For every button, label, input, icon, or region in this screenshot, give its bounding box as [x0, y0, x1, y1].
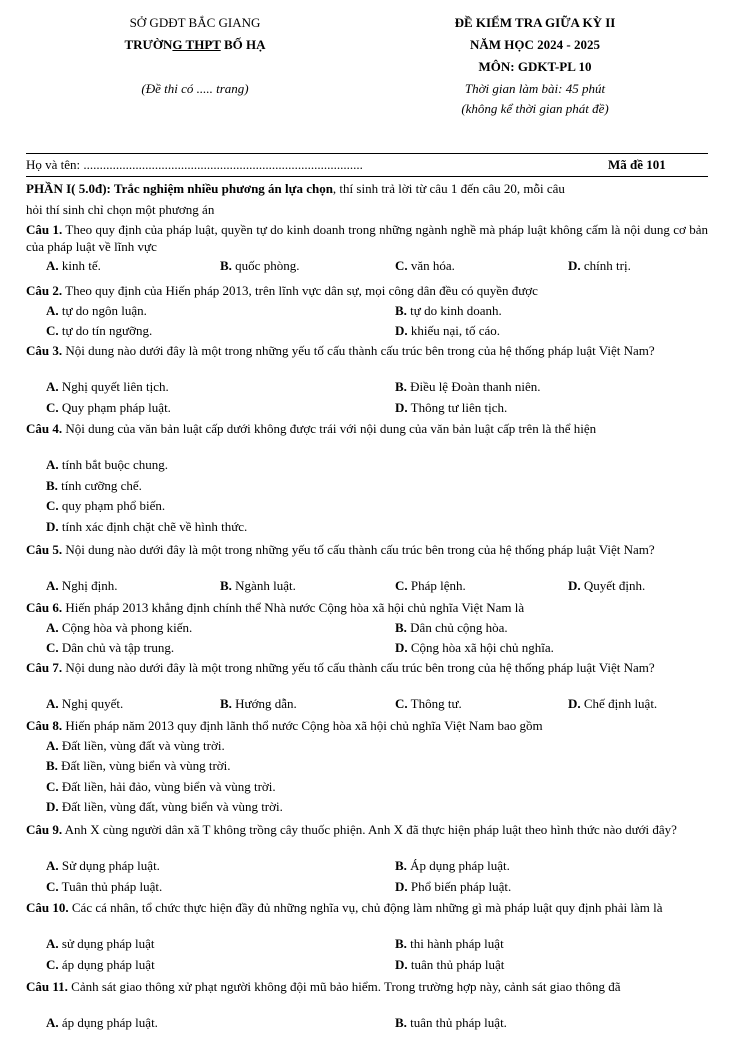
- answer-option: C. Tuân thủ pháp luật.: [46, 878, 163, 894]
- answer-option: C. Dân chủ và tập trung.: [46, 640, 175, 655]
- answer-option: A. Đất liền, vùng đất và vùng trời.: [46, 737, 225, 753]
- answer-option: C. Thông tư.: [395, 696, 462, 711]
- question-label: Câu 3.: [26, 343, 63, 358]
- answer-option: D. Đất liền, vùng đất, vùng biển và vùng trời.: [46, 799, 283, 814]
- question-text: Nội dung nào dưới đây là một trong những yếu tố cấu thành cấu trúc bên trong của hệ thống pháp luật Việt Nam?: [62, 343, 655, 358]
- answer-option: D. Cộng hòa xã hội chủ nghĩa.: [395, 640, 554, 655]
- answer-option: D. chính trị.: [568, 258, 631, 273]
- part1-instruction: hỏi thí sinh chỉ chọn một phương án: [26, 202, 215, 217]
- answer-option: D. Quyết định.: [568, 578, 646, 593]
- answer-option: B. Hướng dẫn.: [220, 696, 297, 711]
- question-label: Câu 6.: [26, 600, 63, 615]
- answer-option: D. Thông tư liên tịch.: [395, 399, 508, 415]
- answer-option: A. tính bắt buộc chung.: [46, 457, 169, 472]
- answer-option: A. sử dụng pháp luật: [46, 936, 155, 951]
- question-label: Câu 2.: [26, 283, 63, 298]
- question-text: Theo quy định của pháp luật, quyền tự do kinh doanh trong những ngành nghề mà pháp luật không cấm là nội dung cơ bản của pháp luật về lĩnh vực: [26, 222, 709, 254]
- question-text: Các cá nhân, tổ chức thực hiện đầy đủ những nghĩa vụ, chủ động làm những gì mà pháp luật quy định phải làm là: [68, 900, 663, 915]
- answer-option: B. quốc phòng.: [220, 258, 300, 273]
- answer-option: C. tự do tín ngưỡng.: [46, 323, 153, 338]
- answer-option: D. Phổ biến pháp luật.: [395, 878, 512, 894]
- school-year: NĂM HỌC 2024 - 2025: [470, 37, 600, 52]
- question-label: Câu 8.: [26, 718, 63, 733]
- question-text: Nội dung nào dưới đây là một trong những yếu tố cấu thành cấu trúc bên trong của hệ thống pháp luật Việt Nam?: [62, 660, 655, 675]
- top-rule: [26, 153, 708, 154]
- answer-option: D. tuân thủ pháp luật: [395, 956, 505, 972]
- duration-note: (không kể thời gian phát đề): [461, 101, 609, 116]
- answer-option: B. tính cưỡng chế.: [46, 477, 142, 493]
- question-7: [26, 660, 708, 677]
- answer-option: D. Chế định luật.: [568, 696, 658, 711]
- bottom-rule: [26, 176, 708, 177]
- answer-option: B. Áp dụng pháp luật.: [395, 858, 510, 873]
- answer-option: B. Dân chủ cộng hòa.: [395, 619, 508, 635]
- question-label: Câu 9.: [26, 822, 63, 837]
- part1-heading: PHẦN I( 5.0đ): Trắc nghiệm nhiều phương án lựa chọn, thí sinh trả lời từ câu 1 đến câu 20, mỗi câu: [26, 181, 565, 196]
- answer-option: A. Nghị định.: [46, 578, 118, 593]
- question-text: Hiến pháp 2013 khẳng định chính thể Nhà nước Cộng hòa xã hội chủ nghĩa Việt Nam là: [62, 600, 525, 615]
- question-text: Nội dung của văn bản luật cấp dưới không được trái với nội dung của văn bản luật cấp trên là thể hiện: [62, 421, 597, 436]
- question-label: Câu 11.: [26, 979, 68, 994]
- question-text: Anh X cùng người dân xã T không trồng cây thuốc phiện. Anh X đã thực hiện pháp luật theo hình thức nào dưới đây?: [62, 822, 677, 837]
- page-count-note: (Đề thi có ..... trang): [141, 81, 249, 96]
- question-label: Câu 5.: [26, 542, 63, 557]
- student-name-line: Họ và tên: ......................................................................................: [26, 157, 363, 172]
- answer-option: B. Ngành luật.: [220, 578, 296, 593]
- duration: Thời gian làm bài: 45 phút: [464, 81, 606, 96]
- question-label: Câu 1.: [26, 222, 63, 237]
- question-3: [26, 343, 708, 360]
- question-label: Câu 4.: [26, 421, 63, 436]
- answer-option: B. thi hành pháp luật: [395, 936, 504, 951]
- question-text: Hiến pháp năm 2013 quy định lãnh thổ nước Cộng hòa xã hội chủ nghĩa Việt Nam bao gồm: [62, 718, 543, 733]
- question-label: Câu 7.: [26, 660, 63, 675]
- question-2: [26, 283, 708, 300]
- question-text: Nội dung nào dưới đây là một trong những yếu tố cấu thành cấu trúc bên trong của hệ thống pháp luật Việt Nam?: [62, 542, 655, 557]
- exam-code: Mã đề 101: [608, 157, 666, 172]
- question-text: Theo quy định của Hiến pháp 2013, trên lĩnh vực dân sự, mọi công dân đều có quyền được: [62, 283, 538, 298]
- answer-option: C. quy phạm phổ biến.: [46, 498, 166, 513]
- answer-option: B. Đất liền, vùng biển và vùng trời.: [46, 758, 231, 773]
- answer-option: D. tính xác định chặt chẽ về hình thức.: [46, 518, 248, 534]
- exam-title: ĐỀ KIỂM TRA GIỮA KỲ II: [454, 15, 616, 30]
- answer-option: A. tự do ngôn luận.: [46, 302, 147, 318]
- answer-option: A. áp dụng pháp luật.: [46, 1015, 158, 1030]
- question-4: [26, 421, 708, 438]
- answer-option: C. Pháp lệnh.: [395, 578, 466, 593]
- question-11: [26, 979, 708, 996]
- school-name: TRƯỜNG THPT BỐ HẠ: [124, 37, 266, 52]
- answer-option: C. áp dụng pháp luật: [46, 956, 155, 972]
- question-6: [26, 600, 708, 617]
- question-label: Câu 10.: [26, 900, 69, 915]
- answer-option: C. Đất liền, hải đảo, vùng biển và vùng trời.: [46, 778, 276, 794]
- answer-option: B. tuân thủ pháp luật.: [395, 1015, 507, 1030]
- answer-option: A. Cộng hòa và phong kiến.: [46, 619, 193, 635]
- question-text: Cảnh sát giao thông xử phạt người không đội mũ bảo hiểm. Trong trường hợp này, cảnh sát giao thông đã: [67, 979, 621, 994]
- answer-option: B. tự do kinh doanh.: [395, 302, 502, 318]
- department-name: SỞ GDĐT BẮC GIANG: [129, 15, 261, 30]
- subject: MÔN: GDKT-PL 10: [478, 59, 592, 74]
- answer-option: A. Nghị quyết liên tịch.: [46, 379, 169, 394]
- answer-option: C. Quy phạm pháp luật.: [46, 399, 171, 415]
- answer-option: A. Nghị quyết.: [46, 696, 124, 711]
- answer-option: C. văn hóa.: [395, 258, 455, 273]
- question-8: [26, 718, 708, 735]
- answer-option: D. khiếu nại, tố cáo.: [395, 323, 501, 338]
- answer-option: A. kinh tế.: [46, 258, 101, 273]
- answer-option: A. Sử dụng pháp luật.: [46, 858, 160, 873]
- question-1: [26, 222, 708, 255]
- question-10: [26, 900, 708, 917]
- question-9: [26, 822, 708, 839]
- answer-option: B. Điều lệ Đoàn thanh niên.: [395, 379, 541, 394]
- question-5: [26, 542, 708, 559]
